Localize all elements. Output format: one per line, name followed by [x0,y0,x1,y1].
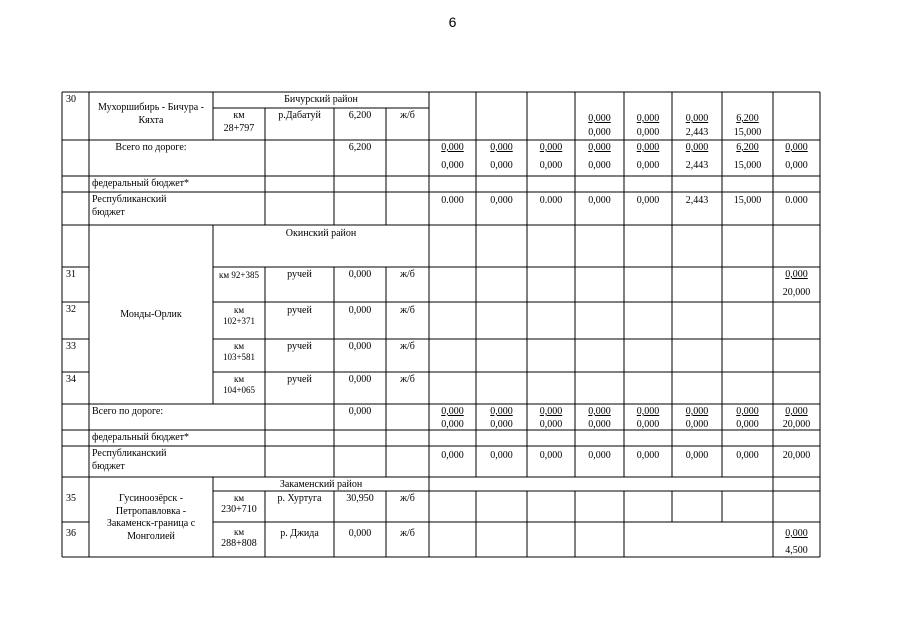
row-number: 36 [66,528,76,539]
object-cell: р. Хуртуга [277,493,322,504]
republic-cell: 0.000 [785,195,808,206]
republic-cell: 2,443 [685,195,709,206]
km-cell [213,374,265,397]
road-name-line: Кяхта [138,114,164,126]
km-value: 230+710 [221,504,257,516]
row-number: 31 [66,269,76,280]
road-name [89,493,213,543]
object-cell: ручей [287,269,312,280]
type-cell: ж/б [400,493,415,504]
road-name-line: Петропавловка - [115,505,187,517]
total-cell: 0,000 [490,406,513,417]
km-value: 288+808 [221,538,257,550]
length-cell: 0,000 [348,341,372,352]
total-cell: 0,000 [685,406,709,417]
row-number: 32 [66,304,76,315]
km-cell [213,305,265,328]
total-label: Всего по дороге: [92,406,164,417]
district-header: Закаменский район [279,479,363,490]
km-value: 103+581 [222,352,256,363]
object-cell: ручей [287,374,312,385]
km-cell [213,341,265,364]
row-number: 33 [66,341,76,352]
republic-cell: 0.000 [539,195,563,206]
value-cell: 0,000 [785,528,808,539]
total-cell: 0,000 [588,419,611,430]
value-cell: 0,000 [785,269,808,280]
row-number: 30 [66,94,76,105]
type-cell: ж/б [400,305,415,316]
total-cell: 0,000 [441,419,464,430]
km-cell [213,493,265,517]
district-header: Бичурский район [284,94,358,105]
total-cell: 0,000 [588,406,611,417]
total-cell: 0,000 [441,160,464,171]
value-cell: 0,000 [685,113,709,124]
total-cell: 0,000 [441,406,464,417]
republic-cell: 0,000 [490,450,513,461]
km-value: 102+371 [222,316,256,327]
republic-budget-line: бюджет [92,460,125,472]
republic-budget-line: бюджет [92,206,125,218]
type-cell: ж/б [400,341,415,352]
total-cell: 0,000 [588,142,611,153]
length-cell: 30,950 [346,493,374,504]
value-cell: 4,500 [785,545,808,556]
total-cell: 0,000 [636,406,660,417]
total-cell: 0,000 [736,406,759,417]
total-cell: 0,000 [736,419,759,430]
republic-cell: 0,000 [636,195,660,206]
republic-cell: 0,000 [490,195,513,206]
km-cell [213,527,265,551]
km-label: км [233,341,245,351]
length-cell: 0,000 [348,528,372,539]
value-cell: 6,200 [736,113,759,124]
republic-cell: 0,000 [685,450,709,461]
total-cell: 20,000 [782,419,811,430]
length-cell: 6,200 [348,110,372,121]
road-name [89,102,213,127]
km-label: км [233,374,245,384]
republic-cell: 0,000 [441,450,464,461]
total-cell: 0,000 [685,419,709,430]
total-cell: 0,000 [490,160,513,171]
road-name: Монды-Орлик [120,309,182,320]
total-cell: 0,000 [539,419,563,430]
value-cell: 0,000 [588,113,611,124]
total-cell: 0,000 [490,142,513,153]
republic-cell: 0,000 [588,450,611,461]
row-number: 35 [66,493,76,504]
object-cell: р.Дабатуй [278,110,321,121]
total-length: 6,200 [348,142,372,153]
object-cell: ручей [287,341,312,352]
total-cell: 0,000 [539,142,563,153]
federal-budget-label: федеральный бюджет* [92,432,190,443]
total-cell: 0,000 [441,142,464,153]
value-cell: 20,000 [782,287,811,298]
road-name-line: Закаменск-граница с [106,518,196,529]
total-cell: 0,000 [636,142,660,153]
km-label: км [233,305,245,315]
length-cell: 0,000 [348,374,372,385]
km-label: км [233,527,245,537]
total-cell: 0,000 [490,419,513,430]
road-name-line: Мухоршибирь - Бичура - [97,102,205,113]
republic-cell: 15,000 [733,195,762,206]
page-number: 6 [448,14,457,30]
total-cell: 0,000 [539,406,563,417]
type-cell: ж/б [400,528,415,539]
republic-budget-line: Республиканский [92,448,167,459]
republic-budget-line: Республиканский [92,194,167,205]
total-cell: 0,000 [785,142,808,153]
km-value: 28+797 [223,122,255,134]
republic-cell: 0,000 [539,450,563,461]
republic-budget-label [92,448,166,473]
republic-cell: 0,000 [588,195,611,206]
km-cell [213,110,265,135]
republic-budget-label [92,194,166,219]
value-cell: 0,000 [636,127,660,138]
total-length: 0,000 [348,406,372,417]
republic-cell: 0,000 [736,450,759,461]
value-cell: 0,000 [636,113,660,124]
type-cell: ж/б [400,374,415,385]
value-cell: 15,000 [733,127,762,138]
republic-cell: 20,000 [782,450,811,461]
total-cell: 6,200 [736,142,759,153]
road-name-line: Монголией [127,530,175,542]
type-cell: ж/б [400,269,415,280]
total-cell: 0,000 [588,160,611,171]
length-cell: 0,000 [348,305,372,316]
object-cell: р. Джида [280,528,319,539]
total-cell: 15,000 [733,160,762,171]
km-cell: км 92+385 [219,270,259,280]
district-header: Окинский район [285,228,357,239]
km-label: км [233,493,245,503]
road-name-line: Гусиноозёрск - [118,493,184,504]
row-number: 34 [66,374,76,385]
km-label: км [233,110,245,121]
total-cell: 0,000 [636,419,660,430]
length-cell: 0,000 [348,269,372,280]
total-cell: 2,443 [685,160,709,171]
total-cell: 0,000 [785,406,808,417]
km-value: 104+065 [222,385,256,396]
type-cell: ж/б [400,110,415,121]
federal-budget-label: федеральный бюджет* [92,178,190,189]
republic-cell: 0.000 [441,195,464,206]
object-cell: ручей [287,305,312,316]
republic-cell: 0,000 [636,450,660,461]
total-cell: 0,000 [636,160,660,171]
value-cell: 0,000 [588,127,611,138]
total-label: Всего по дороге: [115,142,187,153]
total-cell: 0,000 [539,160,563,171]
total-cell: 0,000 [785,160,808,171]
value-cell: 2,443 [685,127,709,138]
total-cell: 0,000 [685,142,709,153]
